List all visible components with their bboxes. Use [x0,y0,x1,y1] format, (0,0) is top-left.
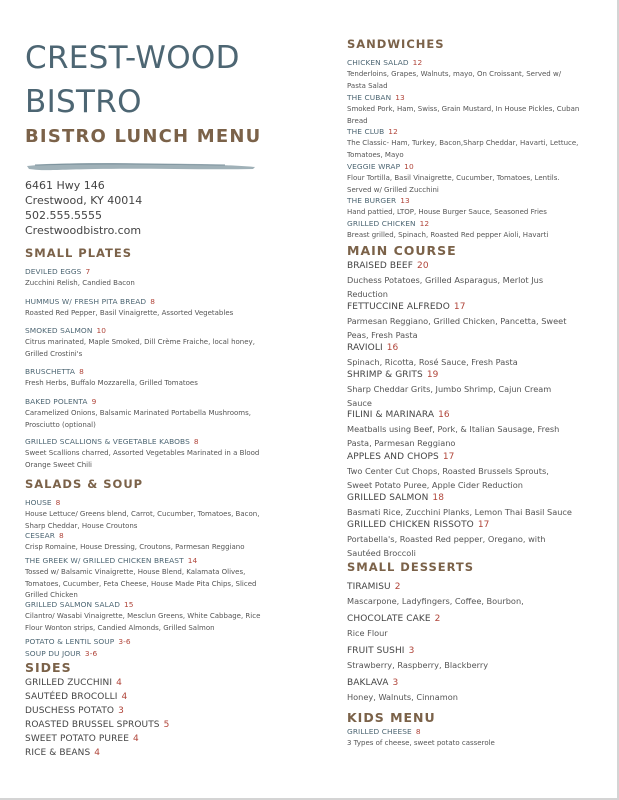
item-price: 8 [415,727,421,736]
menu-item [347,582,401,592]
section-sides: SIDES [25,660,72,675]
menu-item [25,734,139,744]
menu-item [347,452,455,462]
item-description: Tomatoes, Mayo [347,150,404,159]
item-description: The Classic- Ham, Turkey, Bacon,Sharp Cheddar, Havarti, Lettuce, [347,139,579,147]
menu-item [25,678,122,688]
item-description: Sweet Potato Puree, Apple Cider Reduction [347,479,523,490]
item-price: 3 [392,678,399,688]
item-price: 3 [408,646,415,656]
item-name: THE GREEK W/ GRILLED CHICKEN BREAST [25,556,184,565]
item-description: Tomatoes, Cucumber, Feta Cheese, House Made Pita Chips, Sliced [25,579,257,588]
menu-item [347,678,398,688]
item-description: Pasta Salad [347,81,388,90]
section-main-course: MAIN COURSE [347,243,457,258]
menu-item [25,367,84,376]
item-name: TIRAMISU [347,582,391,592]
item-name: POTATO & LENTIL SOUP [25,637,115,646]
item-price: 5 [163,720,170,730]
item-description: Sharp Cheddar Grits, Jumbo Shrimp, Cajun Cream [347,384,552,394]
menu-item [347,614,441,624]
item-name: RICE & BEANS [25,748,91,758]
item-price: 3 [118,706,124,716]
item-price: 3-6 [118,637,131,646]
item-name: BAKLAVA [347,678,389,688]
item-description: Sauce [347,397,372,408]
item-description: Breast grilled, Spinach, Roasted Red pepper Aioli, Havarti [347,231,549,239]
item-description: Smoked Pork, Ham, Swiss, Grain Mustard, In House Pickles, Cuban [347,105,580,113]
menu-item [25,397,96,406]
address-line1: 6461 Hwy 146 [25,179,105,192]
item-name: CHICKEN SALAD [347,58,409,67]
item-description: Reduction [347,288,388,299]
item-price: 9 [91,397,97,406]
menu-item [347,261,429,271]
item-price: 7 [85,267,91,276]
item-price: 2 [394,582,401,592]
item-price: 12 [419,219,430,228]
item-price: 12 [412,58,423,67]
item-name: APPLES AND CHOPS [347,452,439,462]
menu-item [25,297,155,306]
menu-item [347,93,405,102]
item-price: 16 [386,343,399,353]
item-name: SWEET POTATO PUREE [25,734,129,744]
item-name: HOUSE [25,498,52,507]
menu-item [25,692,127,702]
item-name: GRILLED ZUCCHINI [25,678,113,688]
item-price: 2 [434,614,441,624]
section-sandwiches: SANDWICHES [347,37,445,51]
item-description: House Lettuce/ Greens blend, Carrot, Cucumber, Tomatoes, Bacon, [25,510,260,518]
item-price: 19 [426,370,439,380]
item-description: Orange Sweet Chili [25,460,92,469]
item-description: Crisp Romaine, House Dressing, Croutons, Parmesan Reggiano [25,543,245,551]
menu-item [25,437,199,446]
item-name: GRILLED SALMON [347,493,429,503]
item-name: SOUP DU JOUR [25,649,81,658]
item-name: FETTUCCINE ALFREDO [347,302,450,312]
item-description: Spinach, Ricotta, Rosé Sauce, Fresh Pasta [347,357,518,367]
item-price: 13 [400,196,410,205]
item-description: 3 Types of cheese, sweet potato casserole [347,739,495,747]
menu-item [347,302,466,312]
item-name: GRILLED SALMON SALAD [25,600,120,609]
item-description: Roasted Red Pepper, Basil Vinaigrette, Assorted Vegetables [25,309,234,317]
menu-item [347,727,421,736]
item-description: Prosciutto (optional) [25,420,96,429]
item-price: 15 [123,600,134,609]
item-name: GRILLED CHICKEN [347,219,416,228]
item-name: THE CUBAN [347,93,392,102]
item-name: BRAISED BEEF [347,261,413,271]
restaurant-name-line1: CREST-WOOD [25,40,240,76]
item-description: Rice Flour [347,628,388,638]
item-price: 17 [477,520,490,530]
menu-item [25,720,169,730]
item-description: Honey, Walnuts, Cinnamon [347,692,458,702]
item-price: 8 [150,297,155,306]
item-description: Hand pattied, LTOP, House Burger Sauce, Seasoned Fries [347,208,547,216]
item-price: 17 [442,452,455,462]
section-salads-soup: SALADS & SOUP [25,477,144,491]
item-name: HUMMUS W/ FRESH PITA BREAD [25,297,147,306]
item-name: CHOCOLATE CAKE [347,614,431,624]
item-price: 8 [58,531,64,540]
item-name: VEGGIE WRAP [347,162,401,171]
item-price: 14 [187,556,198,565]
item-description: Grilled Crostini's [25,349,83,358]
menu-item [347,493,444,503]
menu-item [25,748,100,758]
item-name: FRUIT SUSHI [347,646,405,656]
item-name: FILINI & MARINARA [347,410,435,420]
section-small-plates: SMALL PLATES [25,246,133,260]
item-description: Flour Wonton strips, Candied Almonds, Grilled Salmon [25,623,215,632]
item-name: BRUSCHETTA [25,367,76,376]
menu-item [347,127,398,136]
item-name: SMOKED SALMON [25,326,93,335]
item-description: Cilantro/ Wasabi Vinaigrette, Mesclun Greens, White Cabbage, Rice [25,612,261,620]
item-price: 4 [121,692,128,702]
brush-stroke-divider [25,160,257,172]
menu-item [347,58,422,67]
menu-item [347,219,429,228]
item-price: 8 [55,498,61,507]
item-name: CESEAR [25,531,55,540]
item-price: 20 [417,261,429,271]
item-price: 16 [438,410,450,420]
menu-item [25,637,131,646]
item-description: Portabella's, Roasted Red pepper, Oregano, with [347,534,546,544]
menu-item [347,162,414,171]
menu-item [347,646,414,656]
item-description: Fresh Herbs, Buffalo Mozzarella, Grilled Tomatoes [25,379,198,387]
item-price: 17 [453,302,466,312]
item-description: Caramelized Onions, Balsamic Marinated Portabella Mushrooms, [25,409,251,417]
address-line2: Crestwood, KY 40014 [25,194,143,207]
item-name: RAVIOLI [347,343,383,353]
item-name: GRILLED CHICKEN RISSOTO [347,520,474,530]
menu-item [347,196,410,205]
menu-item [25,600,134,609]
item-name: GRILLED SCALLIONS & VEGETABLE KABOBS [25,437,190,446]
item-name: THE CLUB [347,127,385,136]
menu-item [25,267,90,276]
menu-title: BISTRO LUNCH MENU [25,126,262,147]
item-price: 4 [116,678,122,688]
menu-item [25,706,124,716]
item-description: Peas, Fresh Pasta [347,329,418,340]
menu-item [25,326,106,335]
item-description: Meatballs using Beef, Pork, & Italian Sausage, Fresh [347,424,560,434]
item-description: Bread [347,116,368,125]
item-name: ROASTED BRUSSEL SPROUTS [25,720,160,730]
item-price: 4 [133,734,139,744]
item-description: Served w/ Grilled Zucchini [347,185,439,194]
menu-item [347,343,398,353]
item-description: Duchess Potatoes, Grilled Asparagus, Merlot Jus [347,275,544,285]
item-price: 10 [96,326,107,335]
menu-item [25,498,60,507]
item-description: Basmati Rice, Zucchini Planks, Lemon Thai Basil Sauce [347,507,572,517]
item-price: 8 [193,437,199,446]
phone-number: 502.555.5555 [25,209,102,222]
item-description: Grilled Chicken [25,591,78,599]
item-price: 8 [79,367,84,376]
item-description: Flour Tortilla, Basil Vinaigrette, Cucumber, Tomatoes, Lentils. [347,174,560,182]
item-description: Zucchini Relish, Candied Bacon [25,279,135,287]
item-description: Sautéed Broccoli [347,547,416,558]
item-description: Pasta, Parmesan Reggiano [347,437,456,448]
section-kids-menu: KIDS MENU [347,710,436,725]
section-small-desserts: SMALL DESSERTS [347,560,475,574]
item-price: 4 [94,748,101,758]
item-name: SHRIMP & GRITS [347,370,423,380]
menu-item [347,410,450,420]
item-name: DUSCHESS POTATO [25,706,115,716]
menu-item [25,649,97,658]
website[interactable]: Crestwoodbistro.com [25,224,142,237]
item-description: Tenderloins, Grapes, Walnuts, mayo, On Croissant, Served w/ [347,70,562,78]
item-description: Sharp Cheddar, House Croutons [25,521,138,530]
item-name: GRILLED CHEESE [347,727,412,736]
item-name: SAUTÉED BROCOLLI [25,692,118,702]
restaurant-name-line2: BISTRO [25,84,142,120]
item-description: Sweet Scallions charred, Assorted Vegetables Marinated in a Blood [25,449,260,457]
item-price: 10 [404,162,414,171]
item-description: Citrus marinated, Maple Smoked, Dill Crème Fraiche, local honey, [25,338,255,346]
item-price: 12 [388,127,398,136]
item-description: Tossed w/ Balsamic Vinaigrette, House Blend, Kalamata Olives, [25,568,246,576]
menu-item [347,370,438,380]
item-price: 18 [432,493,445,503]
contact-info [25,178,142,238]
item-description: Parmesan Reggiano, Grilled Chicken, Pancetta, Sweet [347,316,567,326]
item-price: 3-6 [84,649,98,658]
item-description: Strawberry, Raspberry, Blackberry [347,660,489,670]
menu-item [25,531,64,540]
item-description: Two Center Cut Chops, Roasted Brussels Sprouts, [347,466,549,476]
item-price: 13 [395,93,405,102]
item-name: THE BURGER [347,196,397,205]
item-description: Mascarpone, Ladyfingers, Coffee, Bourbon, [347,596,524,606]
item-name: BAKED POLENTA [25,397,88,406]
menu-item [25,556,197,565]
item-name: DEVILED EGGS [25,267,82,276]
menu-item [347,520,490,530]
